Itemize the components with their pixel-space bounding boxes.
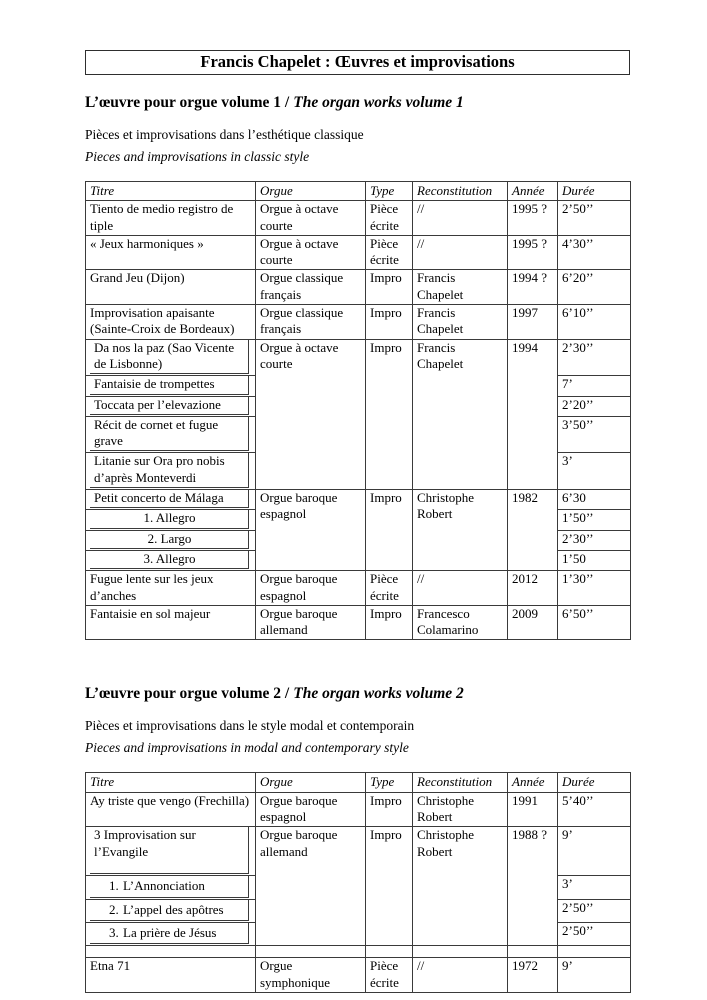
cell-titre: Improvisation apaisante (Sainte-Croix de Bordeaux) [86, 305, 256, 340]
list-text: L’appel des apôtres [123, 901, 224, 917]
works-table-volume-1 [85, 181, 631, 640]
cell-type [366, 946, 413, 958]
cell-reconstitution: Francis Chapelet [413, 270, 508, 305]
cell-annee: 1994 ? [508, 270, 558, 305]
section-heading-volume-1 [85, 94, 630, 112]
cell-annee: 1995 ? [508, 201, 558, 236]
cell-type: Impro [366, 792, 413, 827]
works-table-volume-2 [85, 772, 631, 992]
cell-titre: 2. Largo [86, 530, 256, 550]
cell-orgue: Orgue baroque espagnol [256, 792, 366, 827]
cell-duree: 2’30’’ [558, 339, 631, 376]
subtitle-english: Pieces and improvisations in classic style [85, 149, 310, 164]
cell-duree: 9’ [558, 827, 631, 876]
cell-reconstitution: Francis Chapelet [413, 339, 508, 489]
col-header-type: Type [366, 182, 413, 201]
cell-titre: Fugue lente sur les jeux d’anches [86, 571, 256, 606]
cell-reconstitution [413, 946, 508, 958]
cell-duree: 1’30’’ [558, 571, 631, 606]
cell-titre: Da nos la paz (Sao Vicente de Lisbonne) [86, 339, 256, 376]
col-header-annee: Année [508, 773, 558, 792]
cell-annee: 1982 [508, 490, 558, 571]
cell-type: Impro [366, 490, 413, 571]
cell-annee: 1988 ? [508, 827, 558, 946]
cell-orgue: Orgue baroque espagnol [256, 571, 366, 606]
col-header-reconstitution: Reconstitution [413, 773, 508, 792]
col-header-duree: Durée [558, 182, 631, 201]
cell-type: Impro [366, 827, 413, 946]
table-row-group-main [86, 339, 631, 376]
cell-duree: 9’ [558, 958, 631, 993]
cell-annee: 1991 [508, 792, 558, 827]
cell-reconstitution: Francis Chapelet [413, 305, 508, 340]
col-header-annee: Année [508, 182, 558, 201]
heading-french: L’œuvre pour orgue volume 1 / [85, 94, 290, 111]
col-header-type: Type [366, 773, 413, 792]
table-row-group-main [86, 490, 631, 510]
cell-duree: 3’ [558, 876, 631, 899]
cell-titre: Grand Jeu (Dijon) [86, 270, 256, 305]
table-row [86, 958, 631, 993]
cell-reconstitution: // [413, 571, 508, 606]
cell-duree: 1’50 [558, 550, 631, 570]
cell-titre: Fantaisie en sol majeur [86, 605, 256, 640]
cell-reconstitution: Christophe Robert [413, 827, 508, 946]
document-content [85, 50, 630, 993]
cell-duree: 3’ [558, 453, 631, 490]
document-title-box [85, 50, 630, 75]
cell-duree [558, 946, 631, 958]
cell-titre: Litanie sur Ora pro nobis d’après Monteverdi [86, 453, 256, 490]
cell-duree: 2’50’’ [558, 899, 631, 922]
cell-reconstitution: // [413, 235, 508, 270]
cell-duree: 4’30’’ [558, 235, 631, 270]
cell-annee [508, 946, 558, 958]
table-row [86, 201, 631, 236]
subtitle-english: Pieces and improvisations in modal and contemporary style [85, 740, 409, 756]
document-title: Francis Chapelet : Œuvres et improvisations [200, 52, 515, 71]
cell-annee: 1994 [508, 339, 558, 489]
cell-titre: « Jeux harmoniques » [86, 235, 256, 270]
cell-type: Impro [366, 339, 413, 489]
cell-reconstitution: // [413, 958, 508, 993]
cell-type: Impro [366, 605, 413, 640]
cell-titre: 3. Allegro [86, 550, 256, 570]
cell-type: Pièce écrite [366, 571, 413, 606]
subtitle-french: Pièces et improvisations dans le style modal et contemporain [85, 718, 415, 734]
cell-titre: 1. Allegro [86, 510, 256, 530]
table-row [86, 571, 631, 606]
table-row-group-main [86, 827, 631, 876]
col-header-orgue: Orgue [256, 773, 366, 792]
table-row [86, 792, 631, 827]
cell-duree: 3’50’’ [558, 416, 631, 453]
col-header-reconstitution: Reconstitution [413, 182, 508, 201]
cell-titre: 3 Improvisation sur l’Evangile [86, 827, 256, 876]
table-row [86, 270, 631, 305]
cell-orgue: Orgue baroque allemand [256, 605, 366, 640]
heading-english: The organ works volume 1 [293, 94, 464, 111]
cell-titre: Fantaisie de trompettes [86, 376, 256, 396]
cell-reconstitution: // [413, 201, 508, 236]
cell-duree: 7’ [558, 376, 631, 396]
table-header-row [86, 182, 631, 201]
cell-duree: 2’20’’ [558, 396, 631, 416]
section-heading-volume-2 [85, 685, 630, 703]
col-header-titre: Titre [86, 773, 256, 792]
cell-orgue: Orgue à octave courte [256, 339, 366, 489]
cell-type: Impro [366, 305, 413, 340]
cell-duree: 6’20’’ [558, 270, 631, 305]
cell-orgue: Orgue symphonique [256, 958, 366, 993]
cell-titre: Etna 71 [86, 958, 256, 993]
cell-type: Impro [366, 270, 413, 305]
table-row [86, 235, 631, 270]
cell-duree: 2’50’’ [558, 922, 631, 945]
cell-titre [86, 899, 256, 922]
cell-reconstitution: Christophe Robert [413, 792, 508, 827]
cell-reconstitution: Christophe Robert [413, 490, 508, 571]
cell-type: Pièce écrite [366, 235, 413, 270]
cell-annee: 2009 [508, 605, 558, 640]
cell-reconstitution: Francesco Colamarino [413, 605, 508, 640]
cell-duree: 2’50’’ [558, 201, 631, 236]
table-row [86, 605, 631, 640]
cell-type: Pièce écrite [366, 958, 413, 993]
list-number: 1. [109, 878, 119, 894]
cell-annee: 2012 [508, 571, 558, 606]
cell-titre: Tiento de medio registro de tiple [86, 201, 256, 236]
cell-duree: 6’50’’ [558, 605, 631, 640]
cell-orgue: Orgue baroque allemand [256, 827, 366, 946]
cell-duree: 6’30 [558, 490, 631, 510]
cell-orgue: Orgue classique français [256, 270, 366, 305]
cell-annee: 1997 [508, 305, 558, 340]
list-number: 3. [109, 924, 119, 940]
cell-annee: 1995 ? [508, 235, 558, 270]
col-header-orgue: Orgue [256, 182, 366, 201]
heading-french: L’œuvre pour orgue volume 2 / [85, 685, 290, 703]
cell-duree: 1’50’’ [558, 510, 631, 530]
list-text: La prière de Jésus [123, 924, 217, 940]
cell-duree: 2’30’’ [558, 530, 631, 550]
cell-orgue: Orgue baroque espagnol [256, 490, 366, 571]
cell-duree: 5’40’’ [558, 792, 631, 827]
table-empty-row [86, 946, 631, 958]
cell-orgue: Orgue classique français [256, 305, 366, 340]
subtitle-french: Pièces et improvisations dans l’esthétique classique [85, 127, 364, 142]
cell-annee: 1972 [508, 958, 558, 993]
cell-orgue: Orgue à octave courte [256, 235, 366, 270]
cell-duree: 6’10’’ [558, 305, 631, 340]
table-header-row [86, 773, 631, 792]
col-header-duree: Durée [558, 773, 631, 792]
list-number: 2. [109, 901, 119, 917]
cell-titre [86, 946, 256, 958]
cell-titre: Ay triste que vengo (Frechilla) [86, 792, 256, 827]
cell-orgue: Orgue à octave courte [256, 201, 366, 236]
cell-titre: Toccata per l’elevazione [86, 396, 256, 416]
cell-orgue [256, 946, 366, 958]
table-row [86, 305, 631, 340]
cell-type: Pièce écrite [366, 201, 413, 236]
cell-titre [86, 876, 256, 899]
heading-english: The organ works volume 2 [293, 685, 464, 703]
cell-titre: Petit concerto de Málaga [86, 490, 256, 510]
cell-titre [86, 922, 256, 945]
col-header-titre: Titre [86, 182, 256, 201]
cell-titre: Récit de cornet et fugue grave [86, 416, 256, 453]
list-text: L’Annonciation [123, 878, 205, 894]
